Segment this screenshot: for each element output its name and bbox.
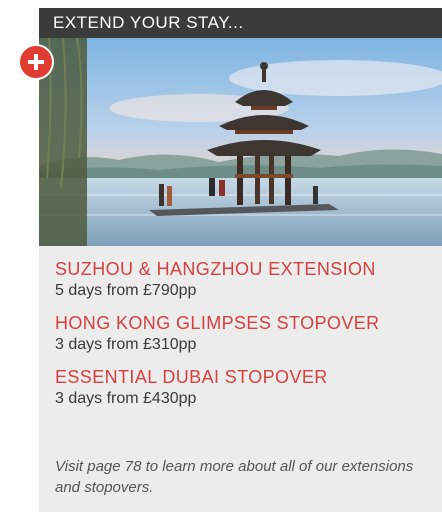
extension-list [55,258,442,420]
extension-item-suzhou-hangzhou [55,258,442,301]
extension-title: ESSENTIAL DUBAI STOPOVER [55,367,328,387]
panel-header [39,8,442,38]
extension-item-hong-kong [55,312,442,355]
footer-note: Visit page 78 to learn more about all of our extensions and stopovers. [55,458,414,496]
pavilion-lake-photo [39,38,442,246]
extension-item-dubai [55,366,442,409]
plus-badge [18,44,54,80]
extension-detail: 3 days from £430pp [55,390,197,407]
extension-detail: 3 days from £310pp [55,336,197,353]
header-title: EXTEND YOUR STAY... [53,13,244,32]
extension-title: HONG KONG GLIMPSES STOPOVER [55,313,380,333]
extension-detail: 5 days from £790pp [55,282,197,299]
extension-title: SUZHOU & HANGZHOU EXTENSION [55,259,376,279]
plus-icon [28,54,44,70]
